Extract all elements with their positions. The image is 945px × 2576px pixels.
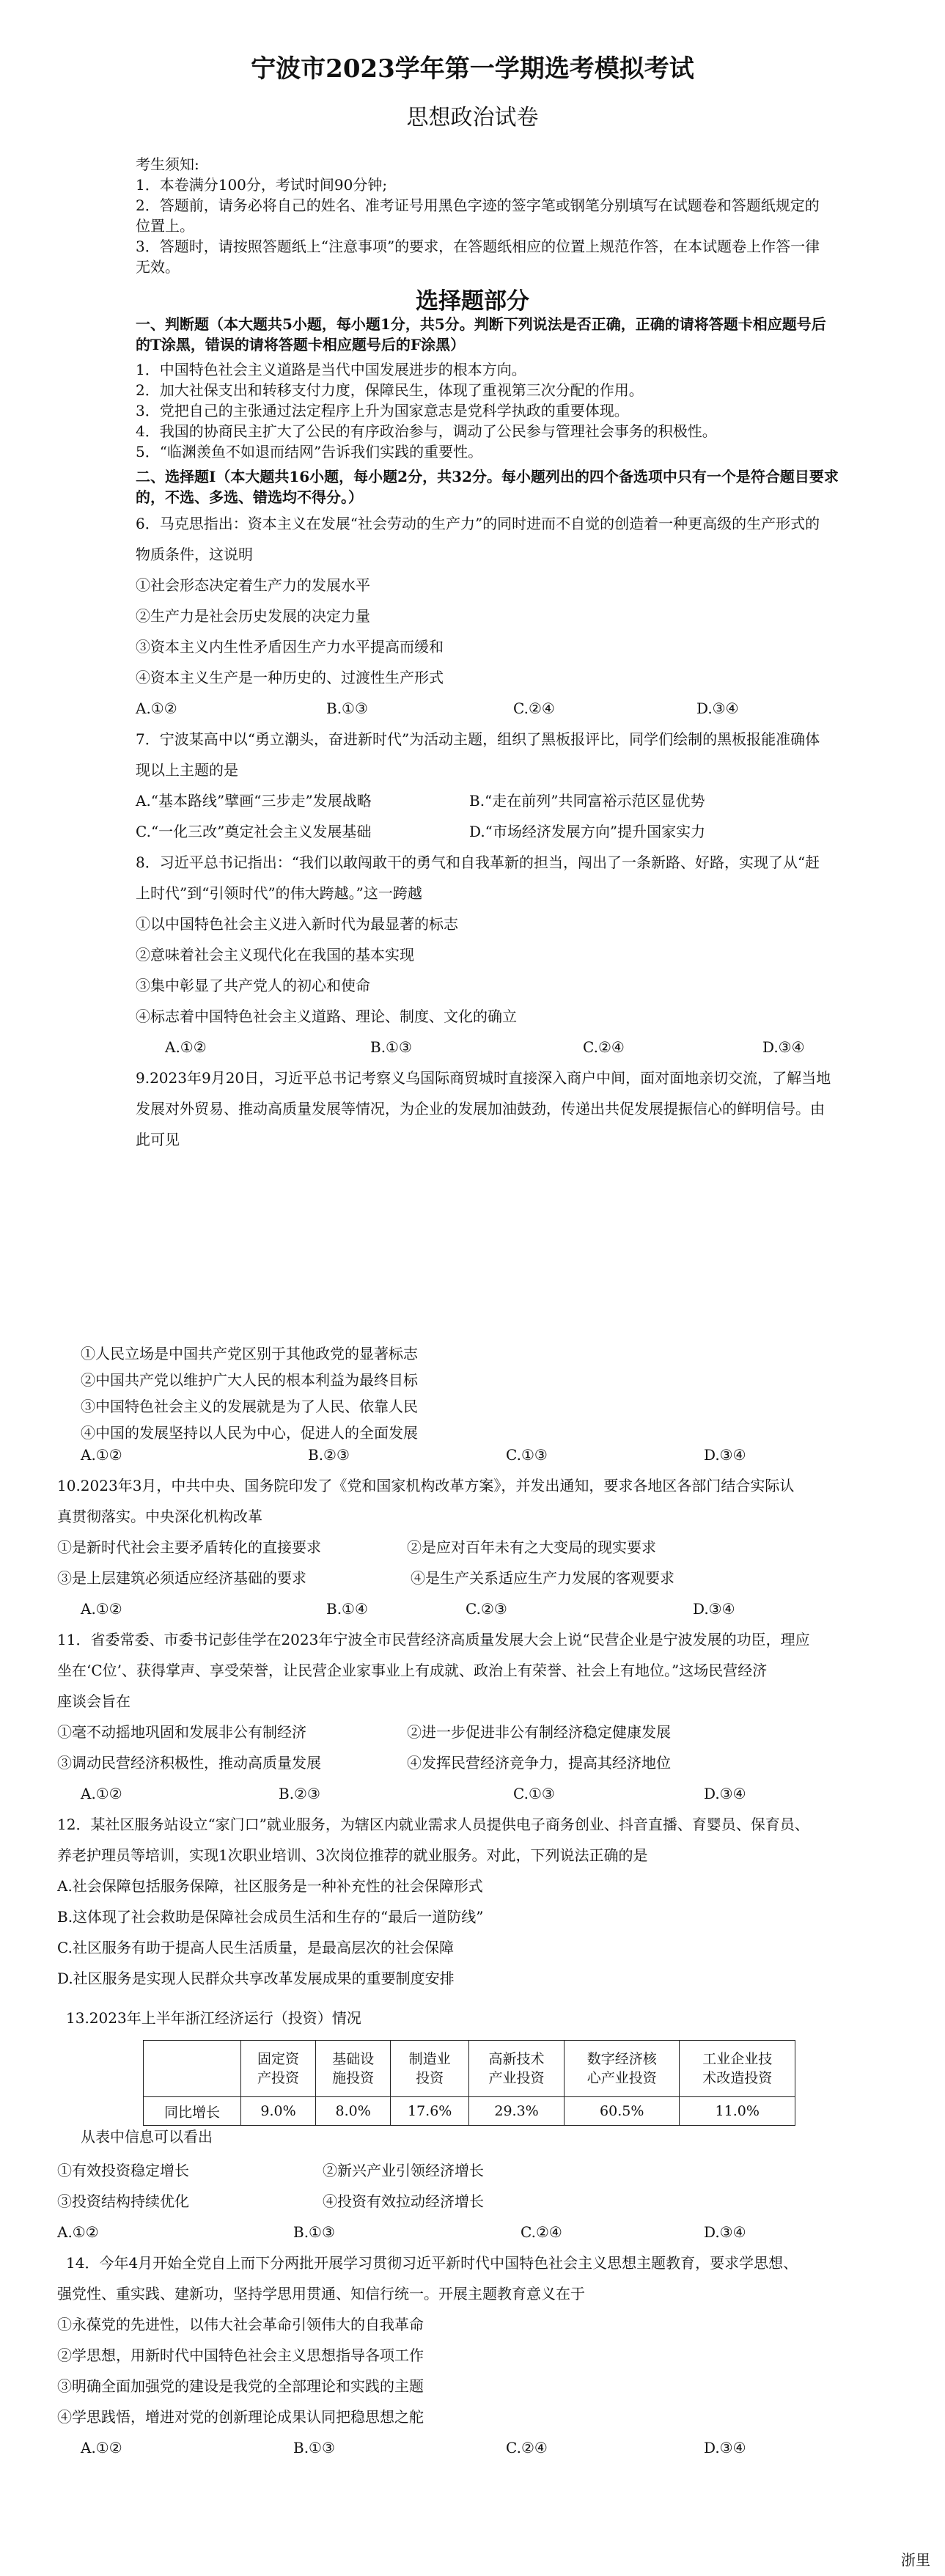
q6-option: ③资本主义内生性矛盾因生产力水平提高而缓和 <box>136 638 444 656</box>
q6-answer-c: C.②④ <box>513 700 555 717</box>
judge-item: 4．我国的协商民主扩大了公民的有序政治参与，调动了公民参与管理社会事务的积极性。 <box>136 422 717 440</box>
notice-heading: 考生须知: <box>136 155 199 173</box>
q14-option: ①永葆党的先进性，以伟大社会革命引领伟大的自我革命 <box>57 2316 424 2333</box>
q7-stem: 7．宁波某高中以“勇立潮头，奋进新时代”为活动主题，组织了黑板报评比，同学们绘制的黑板报能准确体 <box>136 730 820 748</box>
notice-item: 2．答题前，请务必将自己的姓名、准考证号用黑色字迹的签字笔或钢笔分别填写在试题卷和答题纸规定的 <box>136 197 820 214</box>
q8-option: ③集中彰显了共产党人的初心和使命 <box>136 977 370 994</box>
q14-answer-a: A.①② <box>81 2439 122 2456</box>
q11-stem: 座谈会旨在 <box>57 1692 130 1710</box>
q11-answer-b: B.②③ <box>279 1785 320 1802</box>
q12-answer-a: A.社会保障包括服务保障，社区服务是一种补充性的社会保障形式 <box>57 1877 483 1895</box>
q8-option: ②意味着社会主义现代化在我国的基本实现 <box>136 946 414 964</box>
table-header-cell: 基础设 施投资 <box>316 2041 391 2097</box>
q14-stem: 强党性、重实践、建新功，坚持学思用贯通、知信行统一。开展主题教育意义在于 <box>57 2285 585 2302</box>
q13-answer-d: D.③④ <box>704 2223 746 2241</box>
q11-option: ①毫不动摇地巩固和发展非公有制经济 <box>57 1723 306 1741</box>
notice-item: 1．本卷满分100分，考试时间90分钟; <box>136 176 388 194</box>
q6-option: ②生产力是社会历史发展的决定力量 <box>136 607 370 625</box>
q7-stem: 现以上主题的是 <box>136 761 238 779</box>
q14-answer-d: D.③④ <box>704 2439 746 2456</box>
part2-heading: 二、选择题Ⅰ（本大题共16小题，每小题2分，共32分。每小题列出的四个备选项中只有一个是符合题目要求 <box>136 468 839 485</box>
part2-heading: 的，不选、多选、错选均不得分。） <box>136 488 363 506</box>
table-header-cell <box>144 2041 241 2097</box>
section-title: 选择题部分 <box>416 288 529 315</box>
q14-answer-b: B.①③ <box>293 2439 335 2456</box>
q6-stem: 物质条件，这说明 <box>136 546 253 563</box>
investment-table <box>143 2040 795 2126</box>
q8-option: ①以中国特色社会主义进入新时代为最显著的标志 <box>136 915 458 933</box>
q13-option: ④投资有效拉动经济增长 <box>323 2192 484 2210</box>
notice-item: 位置上。 <box>136 217 194 235</box>
q10-answer-d: D.③④ <box>693 1600 735 1618</box>
table-header-cell: 制造业 投资 <box>391 2041 469 2097</box>
table-cell: 11.0% <box>680 2097 795 2126</box>
q14-stem: 14．今年4月开始全党自上而下分两批开展学习贯彻习近平新时代中国特色社会主义思想主题教育，要求学思想、 <box>66 2254 798 2272</box>
table-header-cell: 工业企业技 术改造投资 <box>680 2041 795 2097</box>
table-cell: 17.6% <box>391 2097 469 2126</box>
table-header-cell: 数字经济核 心产业投资 <box>564 2041 680 2097</box>
q11-stem: 坐在‘C位’、获得掌声、享受荣誉，让民营企业家事业上有成就、政治上有荣誉、社会上有地位。”这场民营经济 <box>57 1662 768 1679</box>
q6-answer-d: D.③④ <box>696 700 739 717</box>
table-row-label: 同比增长 <box>144 2097 241 2126</box>
exam-subtitle: 思想政治试卷 <box>406 105 539 131</box>
q13-stem: 13.2023年上半年浙江经济运行（投资）情况 <box>66 2009 361 2027</box>
q9-option: ④中国的发展坚持以人民为中心，促进人的全面发展 <box>81 1424 418 1442</box>
q8-stem: 8．习近平总书记指出：“我们以敢闯敢干的勇气和自我革新的担当，闯出了一条新路、好路，实现了从“赶 <box>136 854 820 871</box>
q10-stem: 真贯彻落实。中央深化机构改革 <box>57 1508 262 1525</box>
exam-title: 宁波市2023学年第一学期选考模拟考试 <box>251 54 694 84</box>
q14-option: ③明确全面加强党的建设是我党的全部理论和实践的主题 <box>57 2377 424 2395</box>
q6-option: ④资本主义生产是一种历史的、过渡性生产形式 <box>136 669 444 686</box>
q7-answer-d: D.“市场经济发展方向”提升国家实力 <box>469 823 706 840</box>
q13-answer-c: C.②④ <box>521 2223 562 2241</box>
q9-stem: 发展对外贸易、推动高质量发展等情况，为企业的发展加油鼓劲，传递出共促发展提振信心的鲜明信号。由 <box>136 1100 825 1118</box>
q11-option: ③调动民营经济积极性，推动高质量发展 <box>57 1754 321 1772</box>
q10-option: ④是生产关系适应生产力发展的客观要求 <box>411 1569 674 1587</box>
q8-stem: 上时代”到“引领时代”的伟大跨越。”这一跨越 <box>136 884 422 902</box>
q9-answer-c: C.①③ <box>506 1446 548 1464</box>
q10-option: ②是应对百年未有之大变局的现实要求 <box>407 1538 656 1556</box>
table-cell: 9.0% <box>241 2097 316 2126</box>
q12-answer-d: D.社区服务是实现人民群众共享改革发展成果的重要制度安排 <box>57 1970 455 1987</box>
q8-answer-a: A.①② <box>165 1038 207 1056</box>
q9-answer-a: A.①② <box>81 1446 122 1464</box>
table-row <box>144 2097 795 2126</box>
q7-answer-c: C.“一化三改”奠定社会主义发展基础 <box>136 823 372 840</box>
q13-answer-a: A.①② <box>57 2223 99 2241</box>
q6-stem: 6．马克思指出：资本主义在发展“社会劳动的生产力”的同时进而不自觉的创造着一种更高级的生产形式的 <box>136 515 820 532</box>
judge-item: 5．“临渊羡鱼不如退而结网”告诉我们实践的重要性。 <box>136 443 483 460</box>
q11-answer-d: D.③④ <box>704 1785 746 1802</box>
table-cell: 8.0% <box>316 2097 391 2126</box>
table-header-row <box>144 2041 795 2097</box>
q11-answer-a: A.①② <box>81 1785 122 1802</box>
part1-heading: 一、判断题（本大题共5小题，每小题1分，共5分。判断下列说法是否正确，正确的请将答题卡相应题号后 <box>136 315 826 333</box>
q13-option: ①有效投资稳定增长 <box>57 2162 189 2179</box>
q13-answer-b: B.①③ <box>293 2223 335 2241</box>
q9-option: ③中国特色社会主义的发展就是为了人民、依靠人民 <box>81 1398 418 1415</box>
q7-answer-a: A.“基本路线”擘画“三步走”发展战略 <box>136 792 372 810</box>
q14-option: ②学思想，用新时代中国特色社会主义思想指导各项工作 <box>57 2346 424 2364</box>
q9-option: ②中国共产党以维护广大人民的根本利益为最终目标 <box>81 1371 418 1389</box>
q9-stem: 9.2023年9月20日，习近平总书记考察义乌国际商贸城时直接深入商户中间，面对面地亲切交流，了解当地 <box>136 1069 831 1087</box>
q11-stem: 11．省委常委、市委书记彭佳学在2023年宁波全市民营经济高质量发展大会上说“民营企业是宁波发展的功臣，理应 <box>57 1631 810 1648</box>
table-cell: 29.3% <box>469 2097 565 2126</box>
q12-answer-b: B.这体现了社会救助是保障社会成员生活和生存的“最后一道防线” <box>57 1908 484 1926</box>
q13-lead: 从表中信息可以看出 <box>81 2128 213 2146</box>
q8-option: ④标志着中国特色社会主义道路、理论、制度、文化的确立 <box>136 1008 517 1025</box>
q11-option: ②进一步促进非公有制经济稳定健康发展 <box>407 1723 671 1741</box>
q7-answer-b: B.“走在前列”共同富裕示范区显优势 <box>469 792 705 810</box>
q10-answer-c: C.②③ <box>466 1600 507 1618</box>
q10-option: ③是上层建筑必须适应经济基础的要求 <box>57 1569 306 1587</box>
q6-answer-b: B.①③ <box>326 700 368 717</box>
q9-option: ①人民立场是中国共产党区别于其他政党的显著标志 <box>81 1345 418 1362</box>
q10-answer-b: B.①④ <box>326 1600 368 1618</box>
q9-answer-b: B.②③ <box>308 1446 350 1464</box>
q6-answer-a: A.①② <box>136 700 177 717</box>
q9-stem: 此可见 <box>136 1131 180 1148</box>
q10-answer-a: A.①② <box>81 1600 122 1618</box>
judge-item: 2．加大社保支出和转移支付力度，保障民生，体现了重视第三次分配的作用。 <box>136 381 644 399</box>
judge-item: 1．中国特色社会主义道路是当代中国发展进步的根本方向。 <box>136 361 526 378</box>
q14-answer-c: C.②④ <box>506 2439 548 2456</box>
table-cell: 60.5% <box>564 2097 680 2126</box>
q13-option: ②新兴产业引领经济增长 <box>323 2162 484 2179</box>
q10-stem: 10.2023年3月，中共中央、国务院印发了《党和国家机构改革方案》，并发出通知，要求各地区各部门结合实际认 <box>57 1477 795 1494</box>
notice-item: 3．答题时，请按照答题纸上“注意事项”的要求，在答题纸相应的位置上规范作答，在本试题卷上作答一律 <box>136 238 820 255</box>
judge-item: 3．党把自己的主张通过法定程序上升为国家意志是党科学执政的重要体现。 <box>136 402 629 419</box>
table-header-cell: 高新技术 产业投资 <box>469 2041 565 2097</box>
q11-answer-c: C.①③ <box>513 1785 555 1802</box>
q14-option: ④学思践悟，增进对党的创新理论成果认同把稳思想之舵 <box>57 2408 424 2426</box>
q13-option: ③投资结构持续优化 <box>57 2192 189 2210</box>
q12-stem: 养老护理员等培训，实现1次职业培训、3次岗位推荐的就业服务。对此，下列说法正确的是 <box>57 1846 648 1864</box>
q8-answer-d: D.③④ <box>762 1038 805 1056</box>
q9-answer-d: D.③④ <box>704 1446 746 1464</box>
q10-option: ①是新时代社会主要矛盾转化的直接要求 <box>57 1538 321 1556</box>
q11-option: ④发挥民营经济竞争力，提高其经济地位 <box>407 1754 671 1772</box>
part1-heading: 的T涂黑，错误的请将答题卡相应题号后的F涂黑） <box>136 336 466 353</box>
q6-option: ①社会形态决定着生产力的发展水平 <box>136 576 370 594</box>
footer-mark: 浙里 <box>901 2551 930 2569</box>
notice-item: 无效。 <box>136 258 180 276</box>
q12-answer-c: C.社区服务有助于提高人民生活质量，是最高层次的社会保障 <box>57 1939 454 1956</box>
q12-stem: 12．某社区服务站设立“家门口”就业服务，为辖区内就业需求人员提供电子商务创业、抖音直播、育婴员、保育员、 <box>57 1816 809 1833</box>
q8-answer-b: B.①③ <box>370 1038 412 1056</box>
q8-answer-c: C.②④ <box>583 1038 625 1056</box>
table-header-cell: 固定资 产投资 <box>241 2041 316 2097</box>
